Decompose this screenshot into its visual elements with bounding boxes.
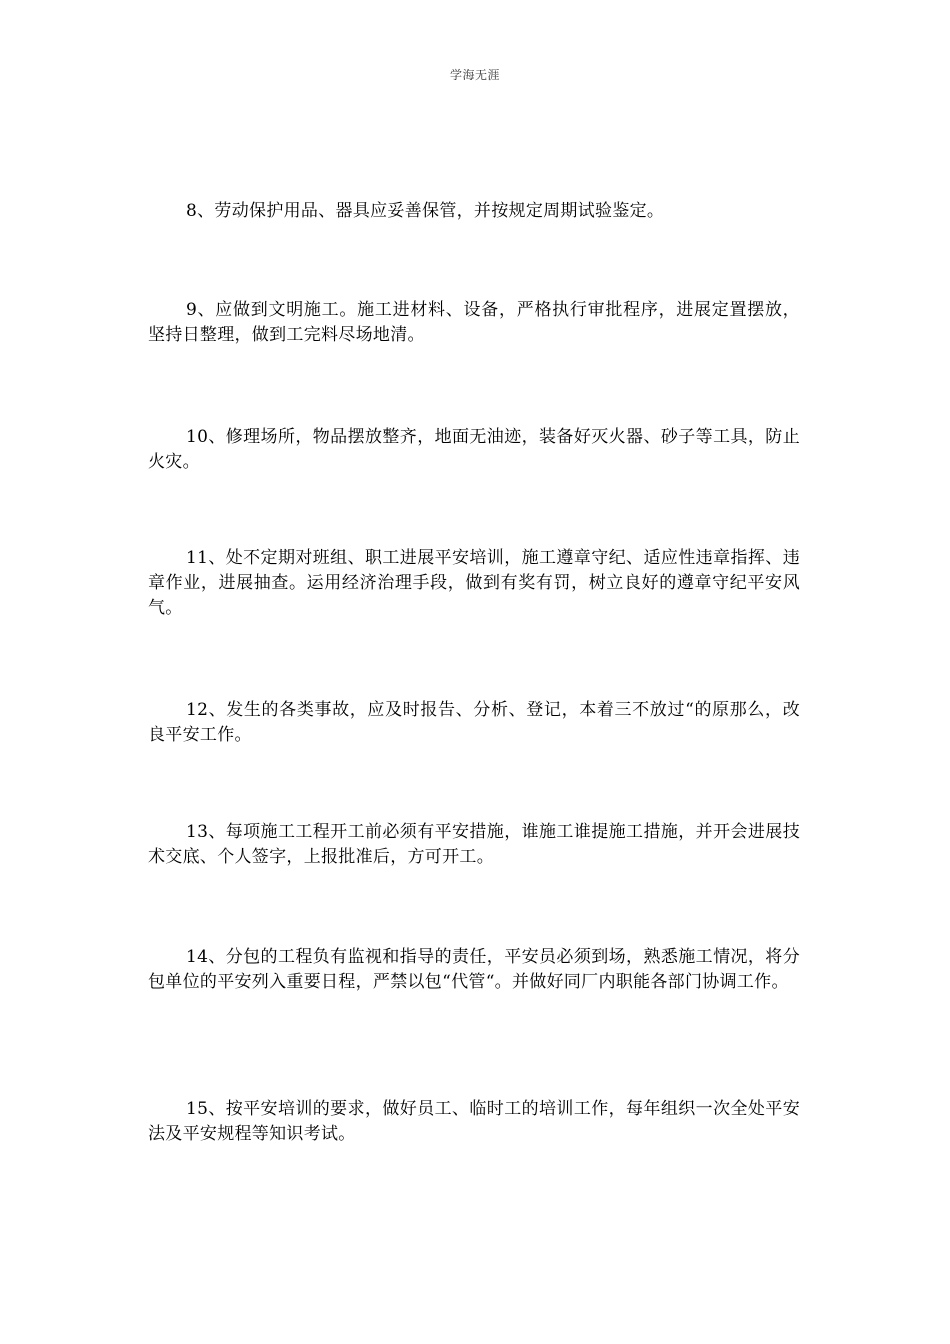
paragraph-10: 10、修理场所，物品摆放整齐，地面无油迹，装备好灭火器、砂子等工具，防止火灾。 — [148, 427, 800, 472]
paragraph-13: 13、每项施工工程开工前必须有平安措施，谁施工谁提施工措施，并开会进展技术交底、个人签字，上报批准后，方可开工。 — [148, 822, 800, 867]
paragraph-15: 15、按平安培训的要求，做好员工、临时工的培训工作，每年组织一次全处平安法及平安规程等知识考试。 — [148, 1099, 800, 1144]
paragraph-14: 14、分包的工程负有监视和指导的责任，平安员必须到场，熟悉施工情况，将分包单位的平安列入重要日程，严禁以包“代管“。并做好同厂内职能各部门协调工作。 — [148, 947, 800, 992]
page-header: 学海无涯 — [449, 68, 500, 82]
paragraph-11: 11、处不定期对班组、职工进展平安培训，施工遵章守纪、适应性违章指挥、违章作业，进展抽查。运用经济治理手段，做到有奖有罚，树立良好的遵章守纪平安风气。 — [148, 548, 800, 618]
paragraph-8: 8、劳动保护用品、器具应妥善保管，并按规定周期试验鉴定。 — [186, 201, 665, 221]
paragraph-9: 9、应做到文明施工。施工进材料、设备，严格执行审批程序，进展定置摆放，坚持日整理，做到工完料尽场地清。 — [148, 300, 800, 345]
paragraph-12: 12、发生的各类事故，应及时报告、分析、登记，本着三不放过“的原那么，改良平安工作。 — [148, 700, 800, 745]
